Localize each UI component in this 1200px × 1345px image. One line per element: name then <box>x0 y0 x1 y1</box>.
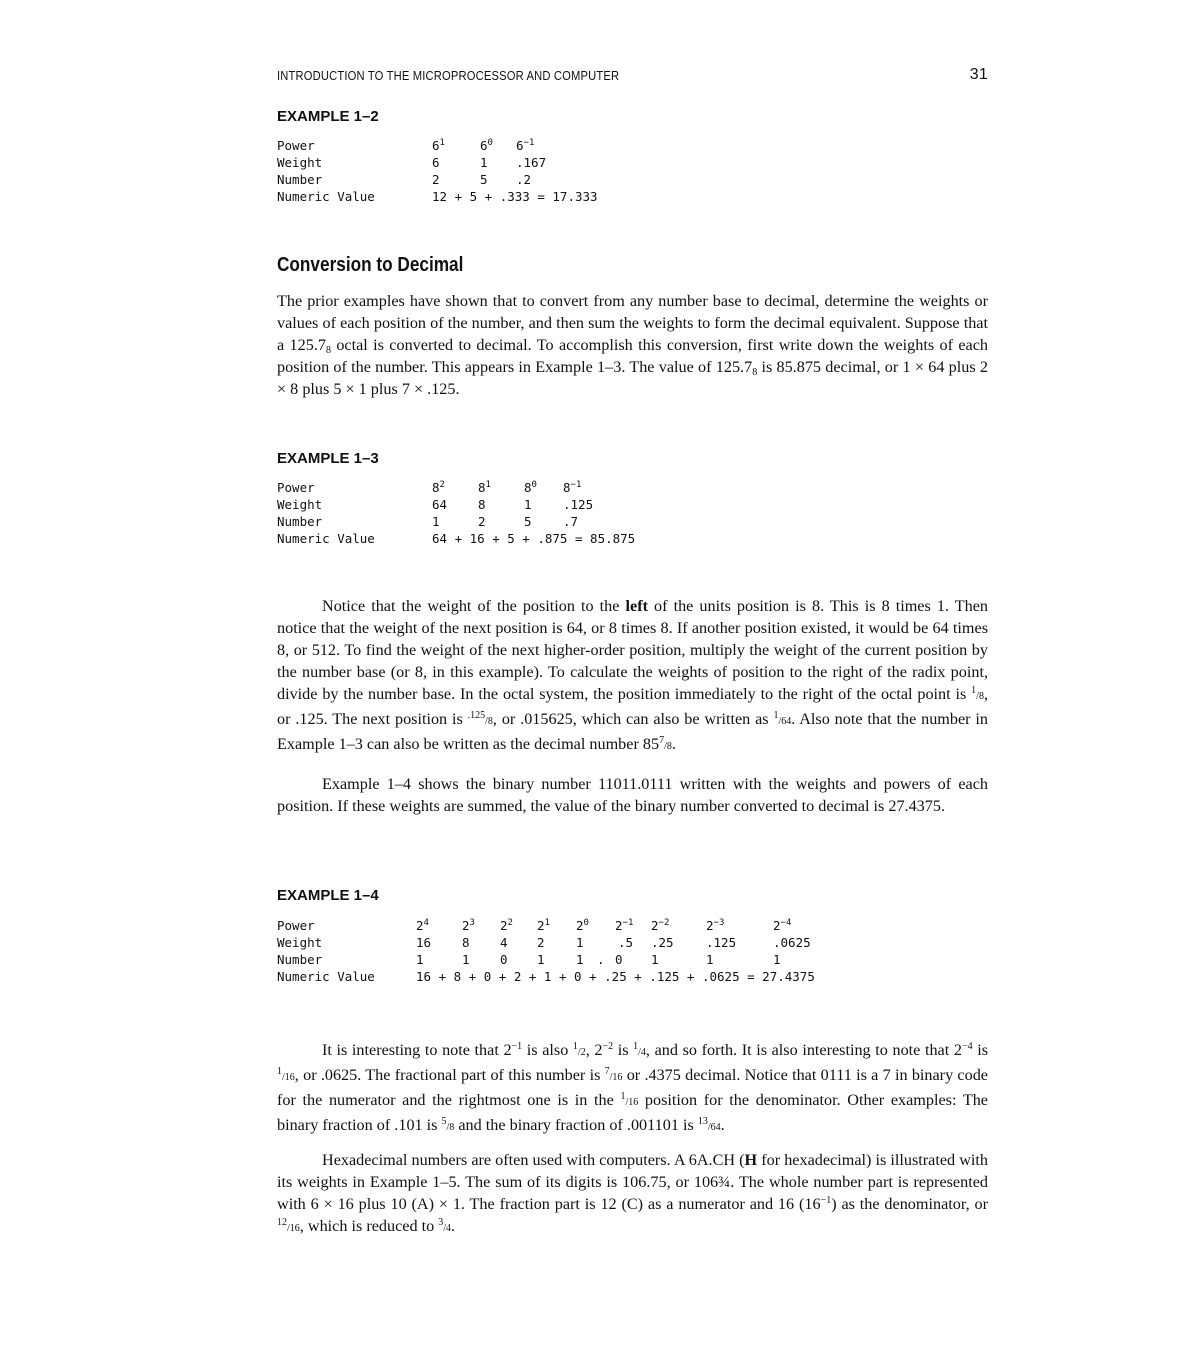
row-label-number: Number <box>277 514 323 529</box>
number-cell: .7 <box>563 514 579 529</box>
weight-cell: 8 <box>462 935 470 950</box>
running-head <box>277 66 988 86</box>
paragraph: The prior examples have shown that to convert from any number base to decimal, determine the weights or values of each position of the number, and then sum the weights to form the decimal equivalent. Suppose that a $125.7_8$ octal is converted to decimal. To accomplish this conversion, first write down the weights of each position of the number. This appears in Example 1–3. The value of $125.7_8$ is 85.875 decimal, or 1 × 64 plus 2 × 8 plus 5 × 1 plus 7 × .125. <box>277 292 988 398</box>
power-cell: $2^2$ <box>500 918 513 933</box>
example-1-3-title: EXAMPLE 1–3 <box>277 450 379 467</box>
power-cell: $6^{-1}$ <box>516 138 535 153</box>
number-cell: 1 <box>706 952 714 967</box>
power-cell: $2^{-2}$ <box>651 918 670 933</box>
page-number: 31 <box>969 66 988 83</box>
power-cell: $8^1$ <box>478 480 491 495</box>
weight-cell: 6 <box>432 155 440 170</box>
section-heading: Conversion to Decimal <box>277 254 464 276</box>
number-cell: 1 <box>576 952 584 967</box>
running-head-title: INTRODUCTION TO THE MICROPROCESSOR AND COMPUTER <box>277 68 620 83</box>
number-cell: 2 <box>432 172 440 187</box>
row-label-numeric-value: Numeric Value <box>277 189 375 204</box>
weight-cell: 1 <box>576 935 584 950</box>
row-label-numeric-value: Numeric Value <box>277 531 375 546</box>
power-cell: $2^0$ <box>576 918 589 933</box>
example-1-2-title: EXAMPLE 1–2 <box>277 108 379 125</box>
power-cell: $2^3$ <box>462 918 475 933</box>
paragraph: Example 1–4 shows the binary number 11011.0111 written with the weights and powers of each position. If these weights are summed, the value of the binary number converted to decimal is 27.4375. <box>277 775 988 815</box>
weight-cell: .167 <box>516 155 547 170</box>
power-cell: $8^0$ <box>524 480 537 495</box>
weight-cell: .125 <box>706 935 737 950</box>
power-cell: $8^{-1}$ <box>563 480 582 495</box>
power-cell: $6^1$ <box>432 138 445 153</box>
weight-cell: 1 <box>524 497 532 512</box>
power-cell: $2^{-3}$ <box>706 918 725 933</box>
weight-cell: 4 <box>500 935 508 950</box>
paragraph: Hexadecimal numbers are often used with computers. A 6A.CH (H for hexadecimal) is illustrated with its weights in Example 1–5. The sum of its digits is 106.75, or 106¾. The whole number part is represented with 6 × 16 plus 10 (A) × 1. The fraction part is 12 (C) as a numerator and 16 $(16^{-1})$ as the denominator, or $^{12}$/16, which is reduced to $^3$/4. <box>277 1151 988 1235</box>
number-cell: 2 <box>478 514 486 529</box>
row-label-power: Power <box>277 480 315 495</box>
numeric-value-cell: 64 + 16 + 5 + .875 = 85.875 <box>432 531 636 546</box>
row-label-weight: Weight <box>277 497 323 512</box>
weight-cell: 2 <box>537 935 545 950</box>
weight-cell: .125 <box>563 497 594 512</box>
power-cell: $2^{-1}$ <box>615 918 634 933</box>
power-cell: $2^{-4}$ <box>773 918 792 933</box>
number-cell: 1 <box>416 952 424 967</box>
power-cell: $2^4$ <box>416 918 429 933</box>
row-label-power: Power <box>277 138 315 153</box>
number-cell: 0 <box>615 952 623 967</box>
weight-cell: .25 <box>651 935 674 950</box>
weight-cell: .5 <box>618 935 634 950</box>
numeric-value-cell: 16 + 8 + 0 + 2 + 1 + 0 + .25 + .125 + .0625 = 27.4375 <box>416 969 815 984</box>
weight-cell: 8 <box>478 497 486 512</box>
power-cell: $2^1$ <box>537 918 550 933</box>
weight-cell: 1 <box>480 155 488 170</box>
row-label-weight: Weight <box>277 155 323 170</box>
number-cell: 1 <box>537 952 545 967</box>
row-label-number: Number <box>277 952 323 967</box>
number-cell: 1 <box>651 952 659 967</box>
row-label-numeric-value: Numeric Value <box>277 969 375 984</box>
number-cell: 1 <box>432 514 440 529</box>
example-1-4-title: EXAMPLE 1–4 <box>277 887 379 904</box>
weight-cell: 16 <box>416 935 432 950</box>
numeric-value-cell: 12 + 5 + .333 = 17.333 <box>432 189 598 204</box>
row-label-weight: Weight <box>277 935 323 950</box>
power-cell: $8^2$ <box>432 480 445 495</box>
radix-point: . <box>597 952 605 967</box>
power-cell: $6^0$ <box>480 138 493 153</box>
row-label-power: Power <box>277 918 315 933</box>
number-cell: 1 <box>462 952 470 967</box>
paragraph: Notice that the weight of the position to the left of the units position is 8. This is 8 times 1. Then notice that the weight of the next position is 64, or 8 times 8. If another position existed, it would be 64 times 8, or 512. To find the weight of the next higher-order position, multiply the weight of the current position by the number base (or 8, in this example). To calculate the weights of position to the right of the radix point, divide by the number base. In the octal system, the position immediately to the right of the octal point is $^1$/8, or .125. The next position is $^{.125}$/8, or .015625, which can also be written as $^1$/64. Also note that the number in Example 1–3 can also be written as the decimal number $85^7/8$. <box>277 597 988 753</box>
number-cell: 5 <box>524 514 532 529</box>
number-cell: 1 <box>773 952 781 967</box>
weight-cell: 64 <box>432 497 448 512</box>
number-cell: 0 <box>500 952 508 967</box>
number-cell: 5 <box>480 172 488 187</box>
paragraph: It is interesting to note that $2^{-1}$ is also $^1$/2, $2^{-2}$ is $^1$/4, and so forth. It is also interesting to note that $2^{-4}$ is $^1$/16, or .0625. The fractional part of this number is $^7$/16 or .4375 decimal. Notice that 0111 is a 7 in binary code for the numerator and the rightmost one is in the $^1$/16 position for the denominator. Other examples: The binary fraction of .101 is $^5$/8 and the binary fraction of .001101 is $^{13}$/64. <box>277 1041 989 1134</box>
number-cell: .2 <box>516 172 532 187</box>
weight-cell: .0625 <box>773 935 811 950</box>
row-label-number: Number <box>277 172 323 187</box>
